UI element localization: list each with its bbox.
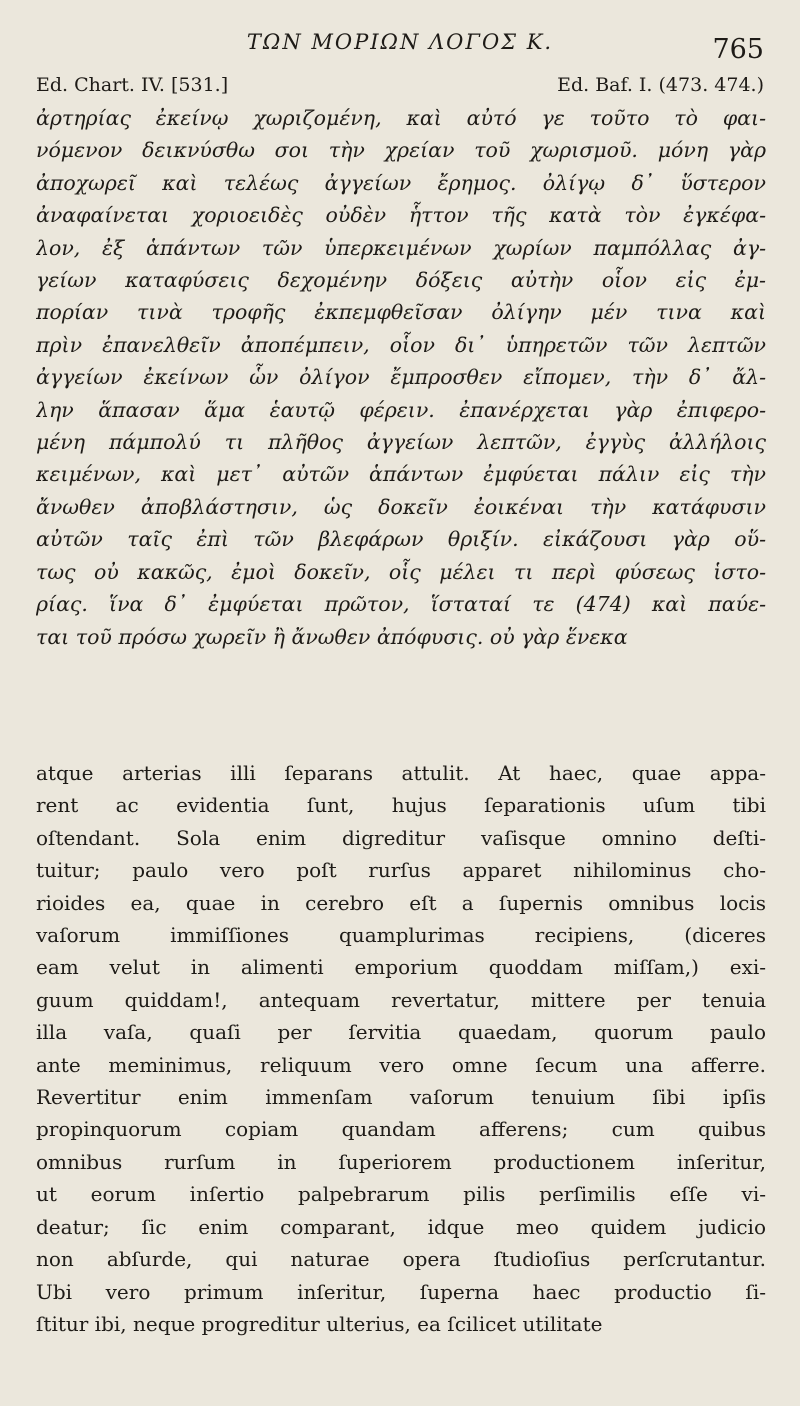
greek-text-line: μένη πάμπολύ τι πλῆθος ἀγγείων λεπτῶν, ἐγγὺς ἀλλήλοις <box>36 430 766 455</box>
latin-text-line: non abſurde, qui naturae opera ſtudioſius perſcrutantur. <box>36 1247 766 1272</box>
latin-text-line: ut eorum inſertio palpebrarum pilis perſimilis eſſe vi- <box>36 1182 766 1207</box>
latin-text-line: guum quiddam!, antequam revertatur, mittere per tenuia <box>36 987 766 1012</box>
latin-text-line: atque arterias illi ſeparans attulit. At haec, quae appa- <box>36 761 766 785</box>
greek-text-line: ἀναφαίνεται χοριοειδὲς οὐδὲν ἧττον τῆς κατὰ τὸν ἐγκέφα- <box>36 203 766 228</box>
greek-text-line: ἄνωθεν ἀποβλάστησιν, ὡς δοκεῖν ἐοικέναι τὴν κατάφυσιν <box>36 494 766 519</box>
greek-text-line: γείων καταφύσεις δεχομένην δόξεις αὐτὴν οἷον εἰς ἐμ- <box>36 268 766 293</box>
latin-text-line: omnibus rurſum in ſuperiorem productionem inſeritur, <box>36 1149 766 1174</box>
greek-text-line: ται τοῦ πρόσω χωρεῖν ἢ ἄνωθεν ἀπόφυσις. οὐ γὰρ ἕνεκα <box>36 624 628 649</box>
greek-text-line: ἀποχωρεῖ καὶ τελέως ἀγγείων ἔρημος. ὀλίγῳ δ᾽ ὕστερον <box>36 170 766 195</box>
greek-text-line: ἀγγείων ἐκείνων ὧν ὀλίγον ἔμπροσθεν εἴπομεν, τὴν δ᾽ ἄλ- <box>36 365 766 390</box>
greek-text-line: κειμένων, καὶ μετ᾽ αὐτῶν ἁπάντων ἐμφύεται πάλιν εἰς τὴν <box>36 462 766 487</box>
latin-text-line: rioides ea, quae in cerebro eſt a ſupernis omnibus locis <box>36 890 766 915</box>
latin-text-line: Revertitur enim immenſam vaſorum tenuium ſibi ipſis <box>36 1085 766 1110</box>
edition-reference-right: Ed. Baf. I. (473. 474.) <box>557 74 764 96</box>
latin-text-line: rent ac evidentia ſunt, hujus ſeparationis uſum tibi <box>36 793 766 818</box>
greek-text-block <box>36 102 766 653</box>
latin-text-line: Ubi vero primum inſeritur, ſuperna haec productio ſi- <box>36 1279 766 1304</box>
greek-text-line: λον, ἐξ ἁπάντων τῶν ὑπερκειμένων χωρίων παμπόλλας ἀγ- <box>36 235 766 260</box>
greek-text-line: τως οὐ κακῶς, ἐμοὶ δοκεῖν, οἷς μέλει τι περὶ φύσεως ἱστο- <box>36 559 766 584</box>
greek-text-line: ἀρτηρίας ἐκείνῳ χωριζομένη, καὶ αὐτό γε τοῦτο τὸ φαι- <box>36 106 766 130</box>
latin-text-line: oſtendant. Sola enim digreditur vaſisque omnino deſti- <box>36 825 766 850</box>
greek-text-line: πρὶν ἐπανελθεῖν ἀποπέμπειν, οἷον δι᾽ ὑπηρετῶν τῶν λεπτῶν <box>36 332 766 357</box>
latin-text-line: propinquorum copiam quandam afferens; cum quibus <box>36 1117 766 1142</box>
greek-text-line: λην ἅπασαν ἅμα ἑαυτῷ φέρειν. ἐπανέρχεται γὰρ ἐπιφερο- <box>36 397 766 422</box>
greek-text-line: αὐτῶν ταῖς ἐπὶ τῶν βλεφάρων θριξίν. εἰκάζουσι γὰρ οὕ- <box>36 527 766 552</box>
latin-text-line: illa vaſa, quaſi per ſervitia quaedam, quorum paulo <box>36 1020 766 1045</box>
latin-text-line: eam velut in alimenti emporium quoddam miſſam,) exi- <box>36 955 766 980</box>
edition-reference-left: Ed. Chart. IV. [531.] <box>36 74 229 96</box>
running-title: ΤΩΝ ΜΟΡΙΩΝ ΛΟΓΟΣ Κ. <box>246 30 554 54</box>
latin-text-line: deatur; ſic enim comparant, idque meo quidem judicio <box>36 1214 766 1239</box>
latin-text-line: ſtitur ibi, neque progreditur ulterius, ea ſcilicet utilitate <box>36 1311 603 1336</box>
latin-text-block <box>36 757 766 1340</box>
greek-text-line: ρίας. ἵνα δ᾽ ἐμφύεται πρῶτον, ἵσταταί τε (474) καὶ παύε- <box>36 592 766 617</box>
greek-text-line: πορίαν τινὰ τροφῆς ἐκπεμφθεῖσαν ὀλίγην μέν τινα καὶ <box>36 300 766 325</box>
greek-text-line: νόμενον δεικνύσθω σοι τὴν χρείαν τοῦ χωρισμοῦ. μόνη γὰρ <box>36 138 766 163</box>
latin-text-line: ante meminimus, reliquum vero omne ſecum una afferre. <box>36 1052 766 1077</box>
page-number: 765 <box>712 34 764 65</box>
latin-text-line: tuitur; paulo vero poſt rurſus apparet nihilominus cho- <box>36 858 766 883</box>
latin-text-line: vaſorum immiſſiones quamplurimas recipiens, (diceres <box>36 923 766 948</box>
